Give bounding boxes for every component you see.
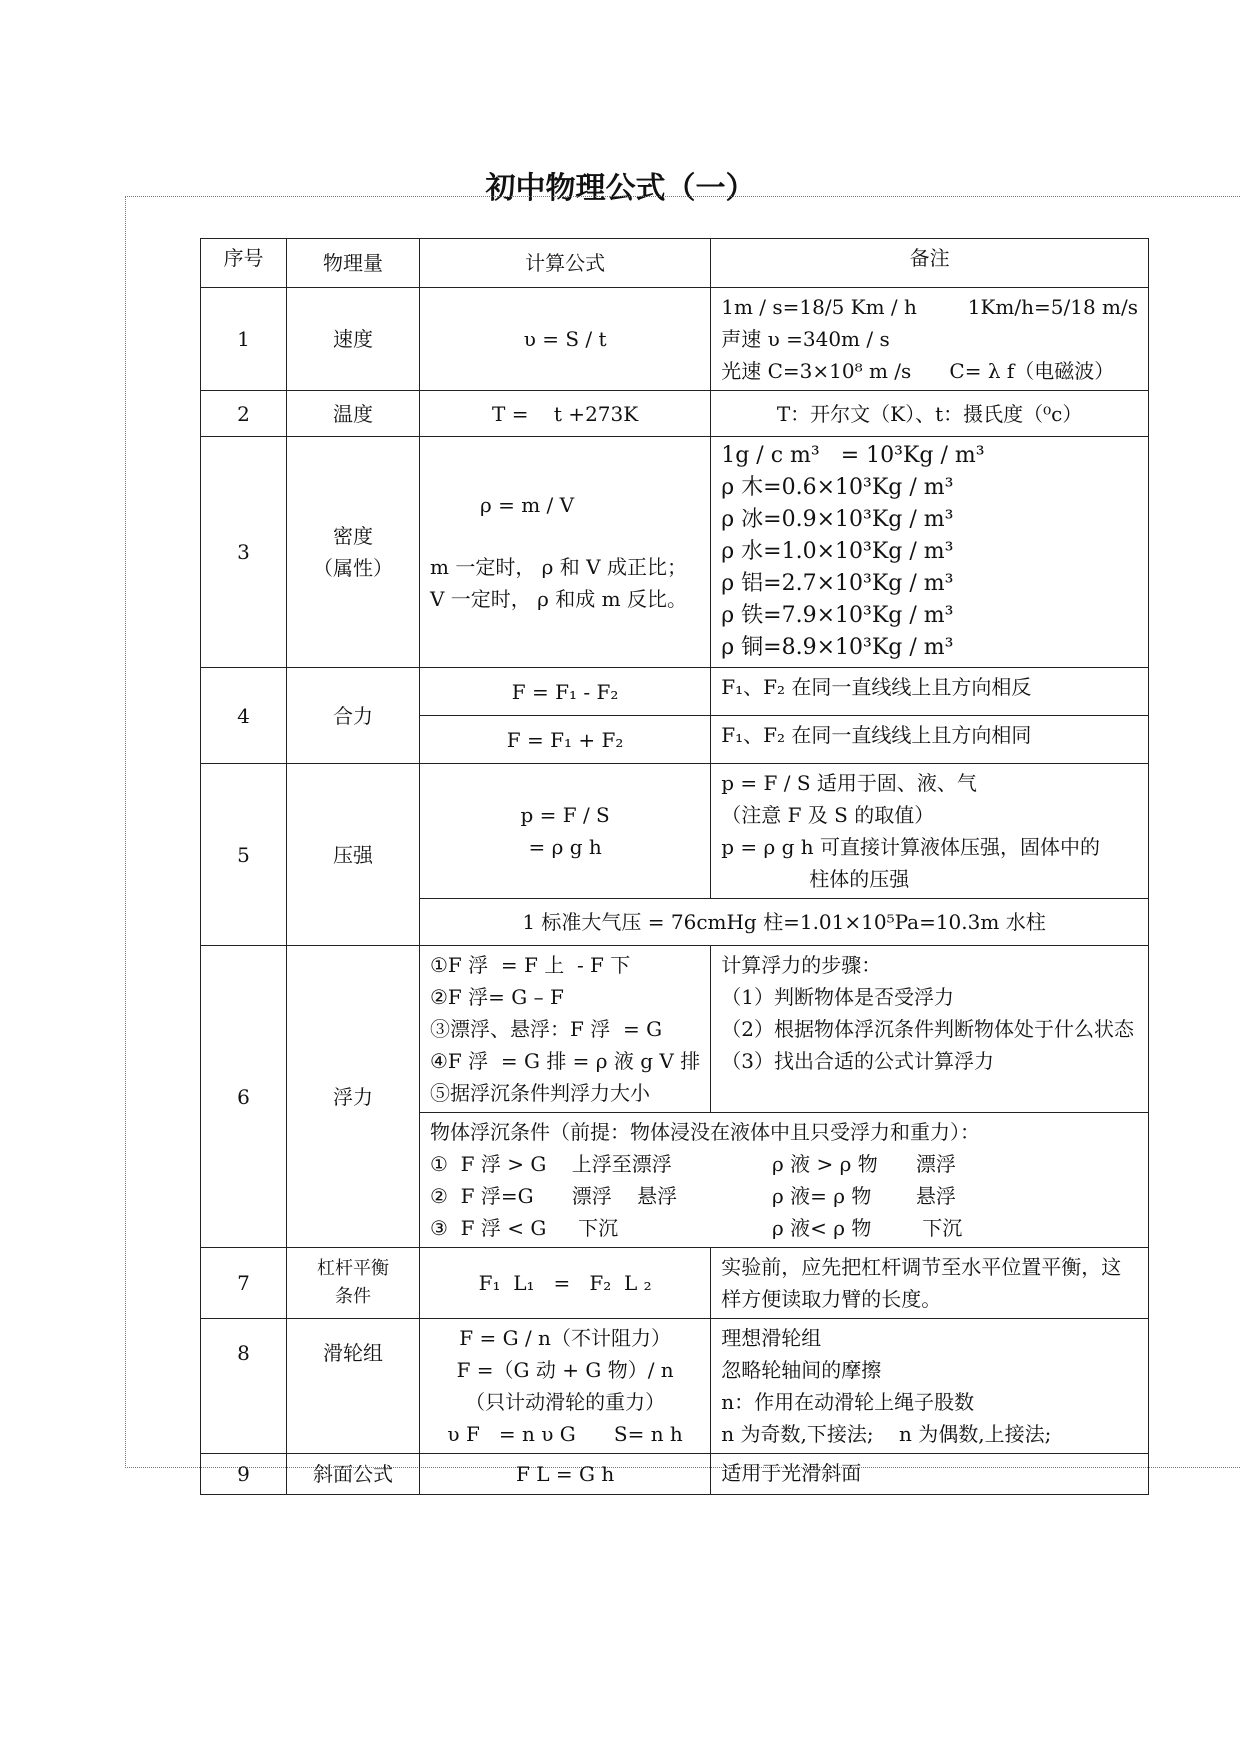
header-num: 序号 <box>201 239 287 288</box>
row-formula <box>420 437 711 668</box>
formula-line: ②F 浮= G – F <box>430 985 564 1009</box>
cond-density: ρ 液< ρ 物 下沉 <box>772 1216 963 1240</box>
cond-force: ① F 浮 > G 上浮至漂浮 <box>430 1152 672 1176</box>
density-line: ρ 铝=2.7×10³Kg / m³ <box>721 571 954 596</box>
formula-line: = ρ g h <box>528 835 602 859</box>
row-num: 5 <box>201 764 287 946</box>
cond-line <box>430 1148 1138 1180</box>
formula-line: υ F = n υ G S= n h <box>447 1422 683 1446</box>
note-line: 忽略轮轴间的摩擦 <box>721 1358 882 1382</box>
row-qty: 浮力 <box>287 946 420 1248</box>
note-line: p = ρ g h 可直接计算液体压强，固体中的 <box>721 835 1101 859</box>
qty-sub: 条件 <box>335 1286 371 1307</box>
row-num: 7 <box>201 1248 287 1319</box>
header-formula: 计算公式 <box>420 239 711 288</box>
density-line: ρ 铁=7.9×10³Kg / m³ <box>721 603 954 628</box>
row-qty: 速度 <box>287 288 420 391</box>
row-formula <box>420 1319 711 1454</box>
density-line: 1g / c m³ = 10³Kg / m³ <box>721 443 985 468</box>
row-formula: T = t +273K <box>420 391 711 437</box>
float-conditions <box>420 1113 1149 1248</box>
row-note <box>711 437 1149 668</box>
row-note <box>711 946 1149 1113</box>
formula-main: ρ = m / V <box>480 493 575 517</box>
table-row <box>201 1454 1149 1495</box>
row-formula: F L = G h <box>420 1454 711 1495</box>
row-qty: 压强 <box>287 764 420 946</box>
row-note <box>711 764 1149 899</box>
qty-name: 密度 <box>333 524 373 548</box>
note-line: 声速 υ =340m / s <box>721 327 890 351</box>
note-line: 1m / s=18/5 Km / h 1Km/h=5/18 m/s <box>721 295 1139 319</box>
table-row <box>201 946 1149 1113</box>
note-line: （3）找出合适的公式计算浮力 <box>721 1049 994 1073</box>
row-qty: 温度 <box>287 391 420 437</box>
row-qty <box>287 1248 420 1319</box>
note-line: 柱体的压强 <box>809 867 910 891</box>
row-note: F₁、F₂ 在同一直线线上且方向相反 <box>711 668 1149 716</box>
row-num: 3 <box>201 437 287 668</box>
table-row <box>201 288 1149 391</box>
formula-line: F = G / n（不计阻力） <box>459 1326 671 1350</box>
row-num: 1 <box>201 288 287 391</box>
row-qty: 斜面公式 <box>287 1454 420 1495</box>
note-line: p = F / S 适用于固、液、气 <box>721 771 977 795</box>
cond-density: ρ 液= ρ 物 悬浮 <box>772 1184 956 1208</box>
cond-force: ③ F 浮 < G 下沉 <box>430 1216 619 1240</box>
row-qty: 合力 <box>287 668 420 764</box>
density-line: ρ 木=0.6×10³Kg / m³ <box>721 475 954 500</box>
table-row <box>201 1248 1149 1319</box>
row-formula: F = F₁ + F₂ <box>420 716 711 764</box>
cond-line <box>430 1180 1138 1212</box>
note-line: （注意 F 及 S 的取值） <box>721 803 935 827</box>
row-formula: F₁ L₁ = F₂ L ₂ <box>420 1248 711 1319</box>
cond-density: ρ 液 > ρ 物 漂浮 <box>772 1152 956 1176</box>
table-row <box>201 391 1149 437</box>
density-line: ρ 冰=0.9×10³Kg / m³ <box>721 507 954 532</box>
qty-sub: （属性） <box>313 556 393 580</box>
header-note: 备注 <box>711 239 1149 288</box>
row-formula: F = F₁ - F₂ <box>420 668 711 716</box>
table-row <box>201 764 1149 899</box>
note-line: 计算浮力的步骤： <box>721 953 882 977</box>
formula-line: （只计动滑轮的重力） <box>465 1390 666 1414</box>
table-row <box>201 1319 1149 1454</box>
row-note: T：开尔文（K）、t：摄氏度（⁰c） <box>711 391 1149 437</box>
row-note: 适用于光滑斜面 <box>711 1454 1149 1495</box>
note-line: n：作用在动滑轮上绳子股数 <box>721 1390 975 1414</box>
table-row <box>201 668 1149 716</box>
row-note <box>711 1319 1149 1454</box>
formula-table <box>200 238 1149 1495</box>
density-line: ρ 铜=8.9×10³Kg / m³ <box>721 635 954 660</box>
row-formula: υ = S / t <box>420 288 711 391</box>
row-formula <box>420 764 711 899</box>
formula-line: ④F 浮 = G 排 = ρ 液 g V 排 <box>430 1049 701 1073</box>
row-num: 8 <box>201 1319 287 1454</box>
page-title: 初中物理公式（一） <box>485 171 756 206</box>
row-num: 4 <box>201 668 287 764</box>
row-formula <box>420 946 711 1113</box>
row-note: F₁、F₂ 在同一直线线上且方向相同 <box>711 716 1149 764</box>
row-num: 2 <box>201 391 287 437</box>
cond-line <box>430 1212 1138 1244</box>
note-line: （2）根据物体浮沉条件判断物体处于什么状态 <box>721 1017 1134 1041</box>
row-qty: 滑轮组 <box>287 1319 420 1454</box>
density-line: ρ 水=1.0×10³Kg / m³ <box>721 539 954 564</box>
note-line: 理想滑轮组 <box>721 1326 822 1350</box>
row-num: 9 <box>201 1454 287 1495</box>
formula-note: m 一定时， ρ 和 V 成正比； V 一定时， ρ 和成 m 反比。 <box>430 555 687 611</box>
note-line: 光速 C=3×10⁸ m /s C= λ f（电磁波） <box>721 359 1115 383</box>
formula-line: ⑤据浮沉条件判浮力大小 <box>430 1081 650 1105</box>
cond-title: 物体浮沉条件（前提：物体浸没在液体中且只受浮力和重力）： <box>430 1120 980 1144</box>
header-row <box>201 239 1149 288</box>
cond-force: ② F 浮=G 漂浮 悬浮 <box>430 1184 678 1208</box>
row-num: 6 <box>201 946 287 1248</box>
atm-note: 1 标准大气压 = 76cmHg 柱=1.01×10⁵Pa=10.3m 水柱 <box>420 899 1149 946</box>
formula-line: ①F 浮 = F 上 - F 下 <box>430 953 631 977</box>
formula-line: p = F / S <box>520 803 610 827</box>
table-row <box>201 437 1149 668</box>
note-line: （1）判断物体是否受浮力 <box>721 985 954 1009</box>
formula-line: F =（G 动 + G 物）/ n <box>456 1358 674 1382</box>
formula-line: ③漂浮、悬浮：F 浮 = G <box>430 1017 663 1041</box>
row-note <box>711 288 1149 391</box>
row-note: 实验前，应先把杠杆调节至水平位置平衡，这样方便读取力臂的长度。 <box>711 1248 1149 1319</box>
qty-name: 杠杆平衡 <box>317 1258 389 1279</box>
row-qty <box>287 437 420 668</box>
header-qty: 物理量 <box>287 239 420 288</box>
note-line: n 为奇数,下接法; n 为偶数,上接法; <box>721 1422 1052 1446</box>
